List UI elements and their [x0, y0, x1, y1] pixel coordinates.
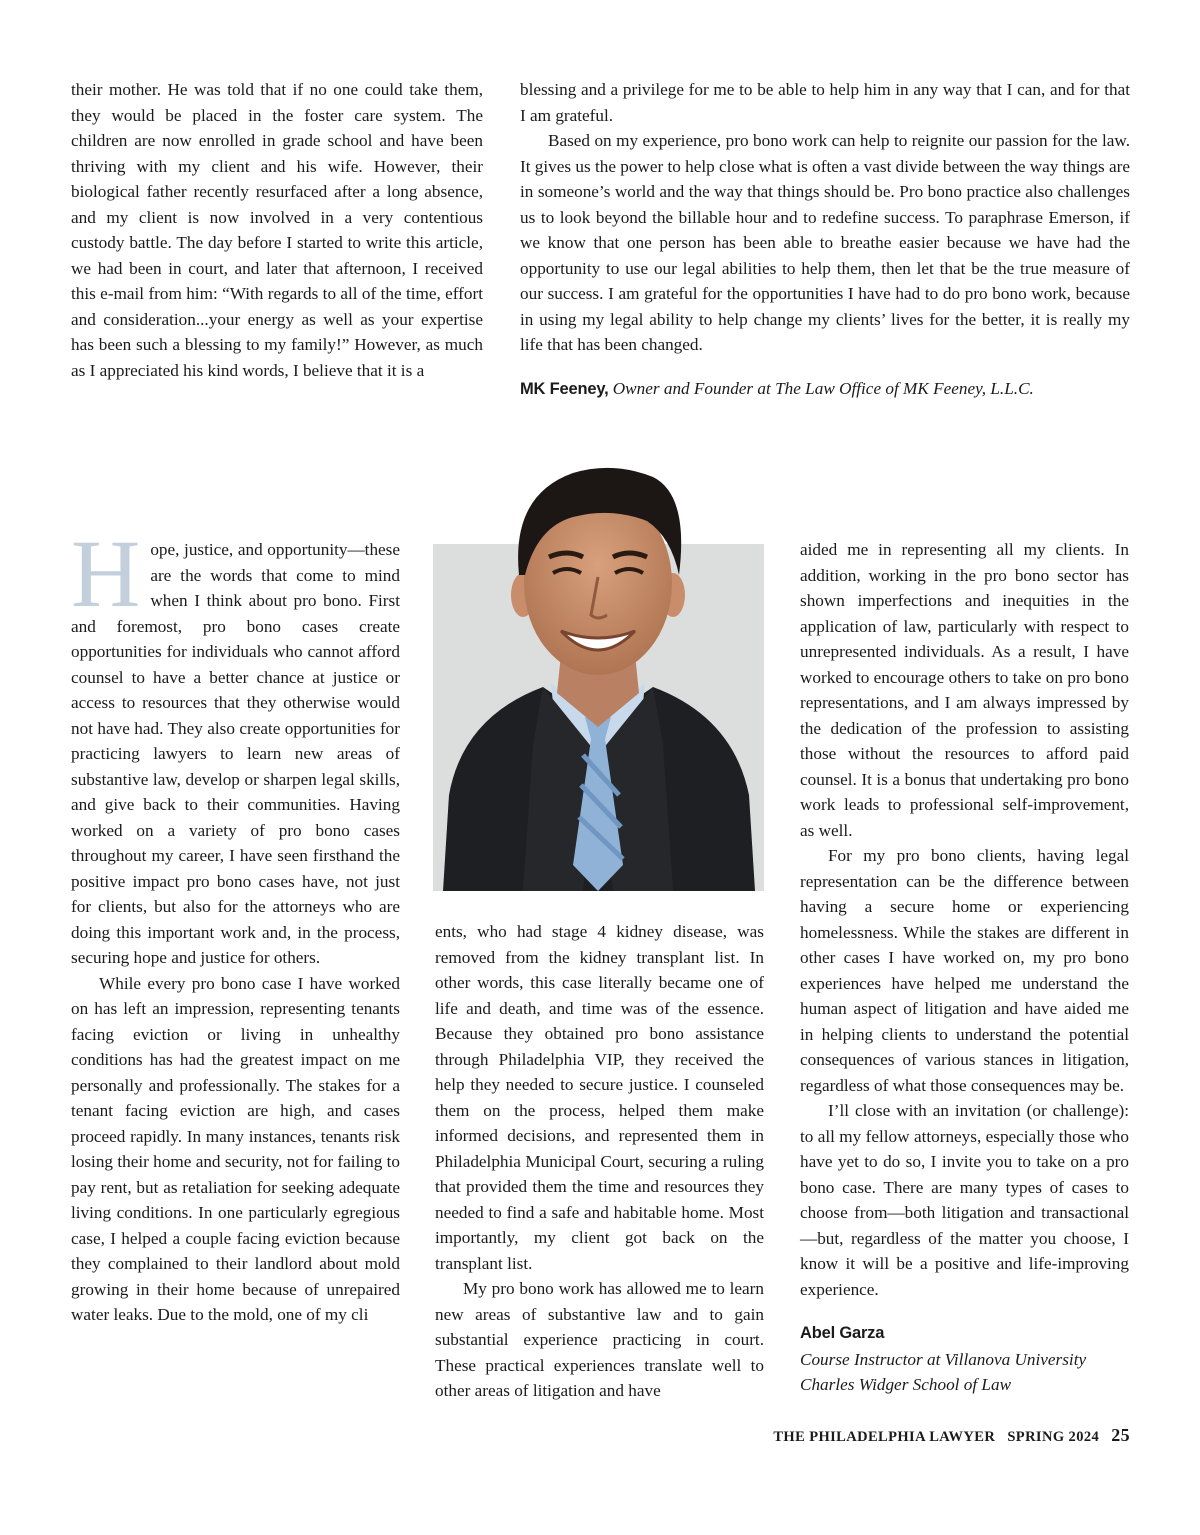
page-footer [773, 1425, 1130, 1446]
right-paragraph-1: aided me in representing all my clients. In addition, working in the pro bono sector has shown imperfections and inequities in the application of law, particularly with respect to unrepresented individuals. As a result, I have worked to encourage others to take on pro bono representations, and I am always impressed by the dedication of the profession to assisting those without the resources to afford paid counsel. It is a bonus that undertaking pro bono work leads to professional self-improvement, as well. [800, 540, 1129, 840]
right-column [800, 537, 1129, 1398]
top-left-paragraph: their mother. He was told that if no one could take them, they would be placed in the foster care system. The children are now enrolled in grade school and have been thriving with my client and his wife. However, their biological father recently resurfaced after a long absence, and my client is now involved in a very contentious custody battle. The day before I started to write this article, we had been in court, and later that afternoon, I received this e-mail from him: “With regards to all of the time, effort and consideration...your energy as well as your expertise has been such a blessing to my family!” However, as much as I appreciated his kind words, I believe that it is a [71, 80, 483, 380]
top-left-column [71, 77, 483, 383]
left-paragraph-1 [71, 520, 400, 971]
author-portrait [433, 455, 764, 891]
author-byline-garza [800, 1320, 1129, 1398]
right-paragraph-3: I’ll close with an invitation (or challenge): to all my fellow attorneys, especially those who have yet to do so, I invite you to take on a pro bono case. There are many types of cases to choose from—both litigation and transactional—but, regardless of the matter you choose, I know it will be a positive and life-improving experience. [800, 1101, 1129, 1299]
middle-paragraph-1: ents, who had stage 4 kidney disease, was removed from the kidney transplant list. In other words, this case literally became one of life and death, and time was of the essence. Because they obtained pro bono assistance through Philadelphia VIP, they received the help they needed to secure justice. I counseled them on the process, helped them make informed decisions, and represented them in Philadelphia Municipal Court, securing a ruling that provided them the time and resources they needed to find a safe and habitable home. Most importantly, my client got back on the transplant list. [435, 922, 764, 1273]
drop-cap: H [71, 520, 141, 627]
author-byline-feeney [520, 376, 1130, 403]
middle-column [435, 919, 764, 1404]
author-title-feeney: Owner and Founder at The Law Office of MK Feeney, L.L.C. [612, 378, 1034, 398]
top-right-paragraph-1: blessing and a privilege for me to be able to help him in any way that I can, and for that I am grateful. [520, 80, 1130, 125]
author-title-garza-2: Charles Widger School of Law [800, 1375, 1012, 1394]
top-right-column [520, 77, 1130, 402]
right-paragraph-2: For my pro bono clients, having legal representation can be the difference between having a secure home or experiencing homelessness. While the stakes are different in other cases I have worked on, my pro bono experiences have helped me understand the human aspect of litigation and have aided me in helping clients to understand the potential consequences of various stances in litigation, regardless of what those consequences may be. [800, 846, 1129, 1095]
issue-label: SPRING 2024 [1007, 1429, 1100, 1445]
middle-paragraph-2: My pro bono work has allowed me to learn new areas of substantive law and to gain substantial experience practicing in court. These practical experiences translate well to other areas of litigation and have [435, 1279, 764, 1400]
author-title-garza-1: Course Instructor at Villanova University [800, 1349, 1087, 1369]
left-paragraph-1-text: ope, justice, and opportunity—these are the words that come to mind when I think about pro bono. First and foremost, pro bono cases create opportunities for individuals who cannot afford counsel to have a better chance at justice or access to resources that they otherwise would not have had. They also create opportunities for practicing lawyers to learn new areas of substantive law, develop or sharpen legal skills, and give back to their communities. Having worked on a variety of pro bono cases throughout my career, I have seen firsthand the positive impact pro bono cases have, not just for clients, but also for the attorneys who are doing this important work and, in the process, securing hope and justice for others. [71, 540, 400, 967]
author-name-feeney: MK Feeney, [520, 379, 609, 398]
author-name-garza: Abel Garza [800, 1324, 885, 1342]
left-paragraph-2: While every pro bono case I have worked on has left an impression, representing tenants facing eviction or living in unhealthy conditions has had the greatest impact on me personally and professionally. The stakes for a tenant facing eviction are high, and cases proceed rapidly. In many instances, tenants risk losing their home and security, not for failing to pay rent, but as retaliation for seeking adequate living conditions. In one particularly egregious case, I helped a couple facing eviction because they complained to their landlord about mold growing in their home because of unrepaired water leaks. Due to the mold, one of my cli [71, 973, 400, 1324]
top-right-paragraph-2: Based on my experience, pro bono work can help to reignite our passion for the law. It gives us the power to help close what is often a vast divide between the way things are in someone’s world and the way that things should be. Pro bono practice also challenges us to look beyond the billable hour and to redefine success. To paraphrase Emerson, if we know that one person has been able to breathe easier because we have had the opportunity to use our legal abilities to help them, then let that be the true measure of our success. I am grateful for the opportunities I have had to do pro bono work, because in using my legal ability to help change my clients’ lives for the better, it is really my life that has been changed. [520, 131, 1130, 354]
page-number: 25 [1111, 1425, 1130, 1445]
left-column [71, 520, 400, 1328]
publication-name: THE PHILADELPHIA LAWYER [773, 1429, 996, 1445]
